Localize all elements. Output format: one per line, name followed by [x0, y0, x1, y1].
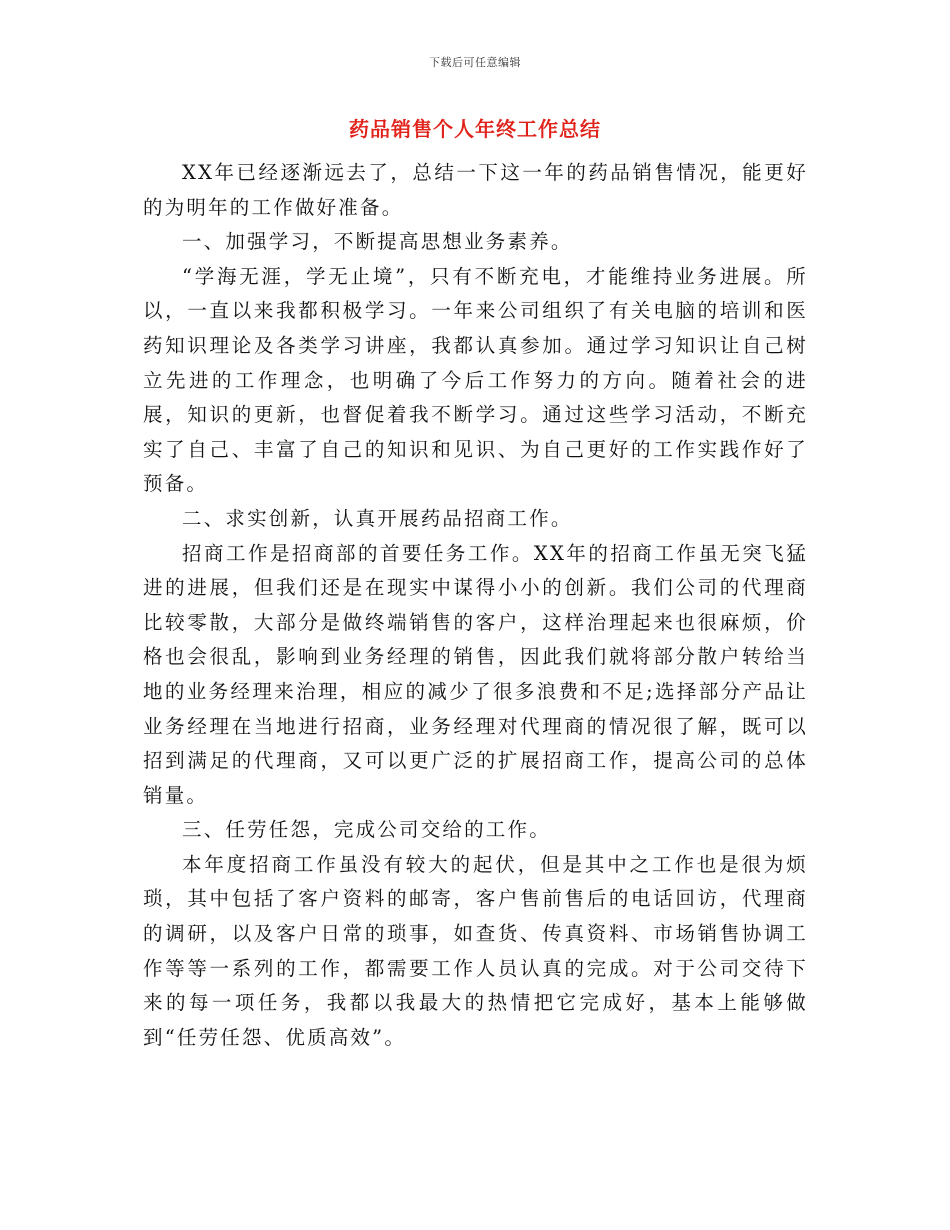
paragraph-section-1: “学海无涯，学无止境”，只有不断充电，才能维持业务进展。所以，一直以来我都积极学习。一年来公司组织了有关电脑的培训和医药知识理论及各类学习讲座，我都认真参加。通过学习知识让自己树立先进的工作理念，也明确了今后工作努力的方向。随着社会的进展，知识的更新，也督促着我不断学习。通过这些学习活动，不断充实了自己、丰富了自己的知识和见识、为自己更好的工作实践作好了预备。	[143, 264, 808, 496]
paragraph-intro: XX年已经逐渐远去了，总结一下这一年的药品销售情况，能更好的为明年的工作做好准备。	[143, 161, 808, 219]
paragraph-section-2: 招商工作是招商部的首要任务工作。XX年的招商工作虽无突飞猛进的进展，但我们还是在现实中谋得小小的创新。我们公司的代理商比较零散，大部分是做终端销售的客户，这样治理起来也很麻烦，价格也会很乱，影响到业务经理的销售，因此我们就将部分散户转给当地的业务经理来治理，相应的减少了很多浪费和不足;选择部分产品让业务经理在当地进行招商，业务经理对代理商的情况很了解，既可以招到满足的代理商，又可以更广泛的扩展招商工作，提高公司的总体销量。	[143, 541, 808, 807]
paragraph-section-3: 本年度招商工作虽没有较大的起伏，但是其中之工作也是很为烦琐，其中包括了客户资料的邮寄，客户售前售后的电话回访，代理商的调研，以及客户日常的琐事，如查货、传真资料、市场销售协调工作等等一系列的工作，都需要工作人员认真的完成。对于公司交待下来的每一项任务，我都以我最大的热情把它完成好，基本上能够做到“任劳任怨、优质高效”。	[143, 852, 808, 1049]
header-note: 下载后可任意编辑	[429, 56, 521, 69]
document-title: 药品销售个人年终工作总结	[349, 117, 601, 141]
section-heading-1: 一、加强学习，不断提高思想业务素养。	[182, 230, 573, 254]
section-heading-2: 二、求实创新，认真开展药品招商工作。	[182, 506, 573, 530]
section-heading-3: 三、任劳任怨，完成公司交给的工作。	[182, 818, 551, 842]
document-body	[143, 156, 808, 1055]
